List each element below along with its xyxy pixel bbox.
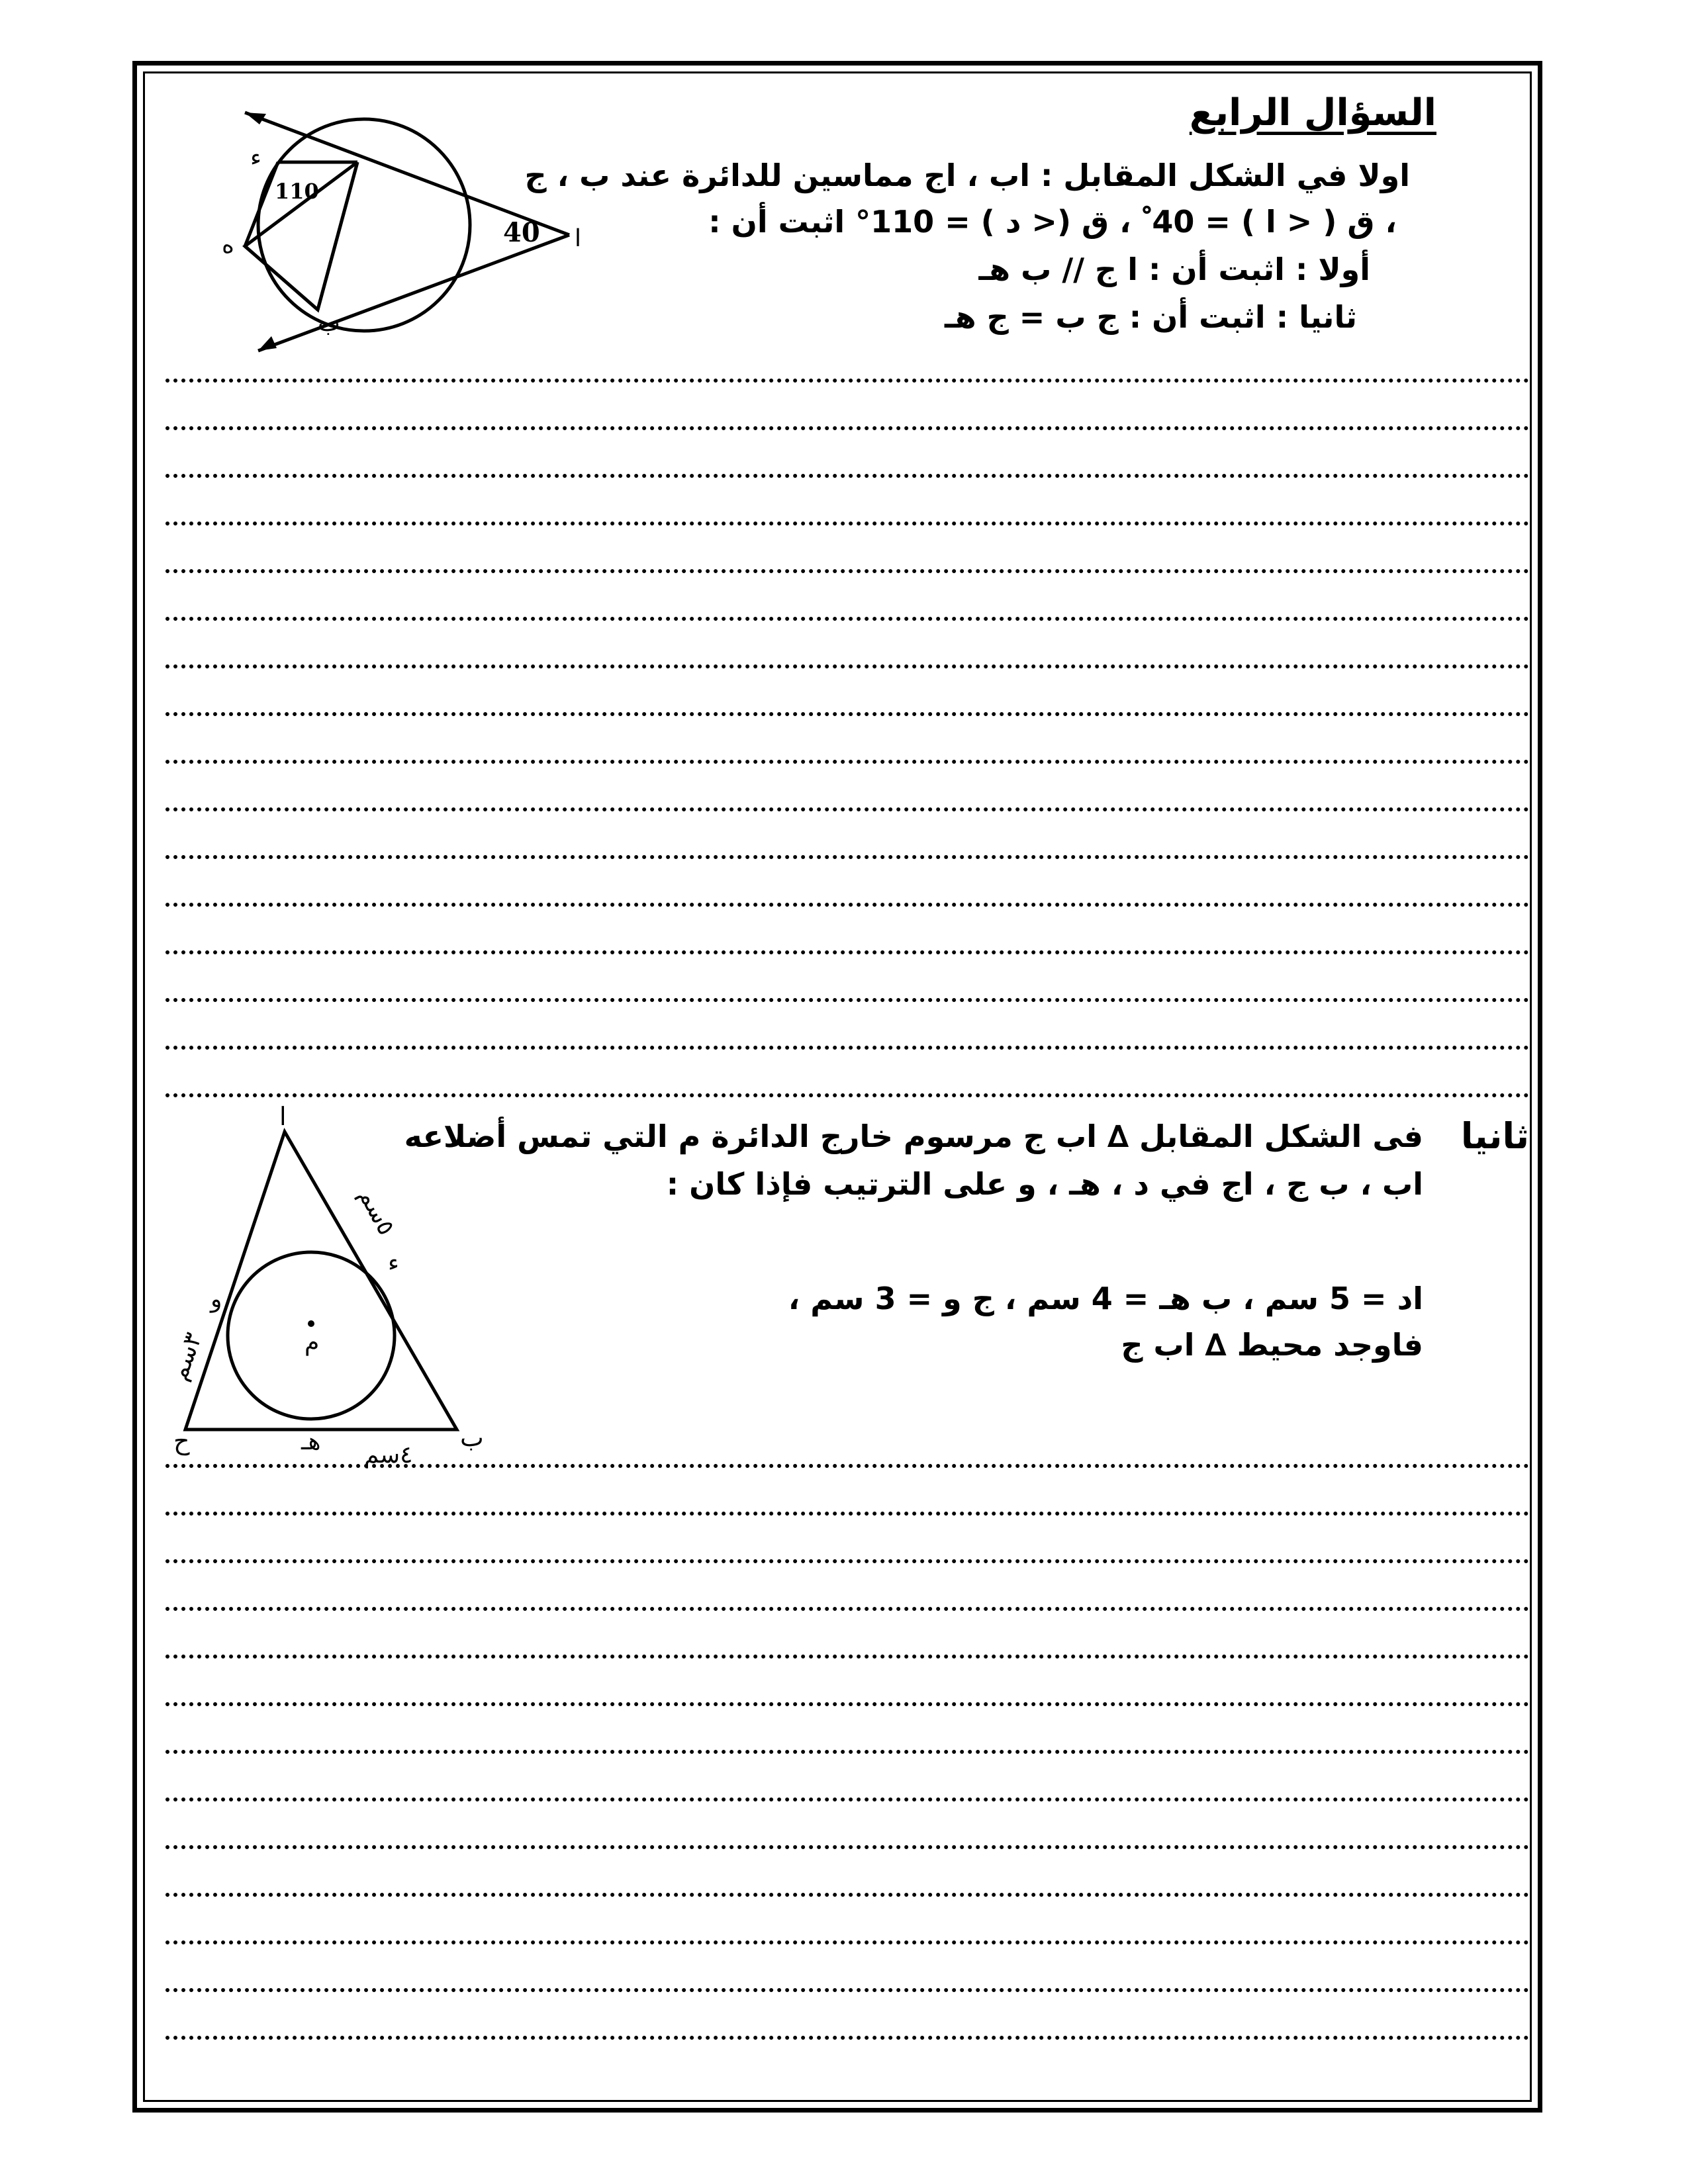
arrowhead-bottom (258, 336, 277, 351)
answer-line[interactable] (165, 1464, 1529, 1468)
part1-line-3: أولا : اثبت أن : ا ج // ب هـ (978, 251, 1370, 287)
answer-line[interactable] (165, 855, 1529, 859)
center-label: م (305, 1329, 320, 1356)
center-dot (308, 1320, 314, 1327)
answer-line[interactable] (165, 1607, 1529, 1611)
point-d-label: ء (250, 144, 261, 171)
answer-line[interactable] (165, 712, 1529, 716)
answer-line[interactable] (165, 2036, 1529, 2040)
answer-line[interactable] (165, 664, 1529, 668)
point-w-label: و (211, 1286, 222, 1313)
angle-a-label: 40 (503, 217, 540, 248)
answer-line[interactable] (165, 1559, 1529, 1563)
answer-line[interactable] (165, 1046, 1529, 1050)
answer-line[interactable] (165, 617, 1529, 621)
length-ad-label: ٥سم (353, 1184, 400, 1240)
incircle-triangle-figure (165, 1102, 510, 1469)
answer-line[interactable] (165, 1655, 1529, 1659)
length-cw-label: ٣سم (165, 1329, 208, 1385)
triangle-abc (185, 1132, 457, 1430)
answer-line[interactable] (165, 569, 1529, 573)
chord-cb (318, 162, 357, 310)
part2-line-1: فى الشكل المقابل ∆ اب ج مرسوم خارج الدائرة م التي تمس أضلاعه (404, 1118, 1423, 1154)
length-bh-label: ٤سم (364, 1441, 413, 1469)
answer-line[interactable] (165, 903, 1529, 907)
point-b-label: ب (460, 1423, 484, 1452)
part1-line-1: اولا في الشكل المقابل : اب ، اج مماسين للدائرة عند ب ، ج (524, 158, 1410, 193)
point-h-label: ه (222, 232, 234, 259)
answer-line[interactable] (165, 760, 1529, 764)
answer-line[interactable] (165, 1512, 1529, 1516)
point-a-label: ا (279, 1102, 287, 1131)
circle (258, 119, 470, 331)
part1-line-2: ، ق ( < ا ) = 40 ْ ، ق (< د ) = 110° اثبت أن : (708, 204, 1397, 240)
answer-line[interactable] (165, 807, 1529, 811)
tangent-ac (258, 235, 569, 351)
answer-line[interactable] (165, 522, 1529, 525)
answer-line[interactable] (165, 1702, 1529, 1706)
answer-line[interactable] (165, 379, 1529, 383)
part2-line-3: اد = 5 سم ، ب هـ = 4 سم ، ج و = 3 سم ، (788, 1281, 1423, 1316)
part2-line-4: فاوجد محيط ∆ اب ج (1121, 1327, 1423, 1363)
answer-line[interactable] (165, 1093, 1529, 1097)
part2-label: ثانيا (1460, 1115, 1529, 1157)
point-h-label: هـ (301, 1428, 321, 1455)
chord-eb (245, 246, 318, 310)
arrowhead-top (245, 113, 266, 124)
angle-d-label: 110 (275, 179, 319, 204)
answer-line[interactable] (165, 1845, 1529, 1849)
answer-line[interactable] (165, 474, 1529, 478)
point-a-label: ا (575, 225, 582, 252)
answer-line[interactable] (165, 1893, 1529, 1897)
question-title: السؤال الرابع (1189, 91, 1436, 134)
point-d-label: ء (388, 1250, 399, 1277)
tangent-circle-figure (222, 99, 596, 364)
answer-line[interactable] (165, 998, 1529, 1002)
answer-line[interactable] (165, 1797, 1529, 1801)
answer-line[interactable] (165, 1988, 1529, 1992)
answer-line[interactable] (165, 426, 1529, 430)
answer-line[interactable] (165, 950, 1529, 954)
answer-line[interactable] (165, 1750, 1529, 1754)
point-c-label: ح (173, 1426, 190, 1455)
part2-line-2: اب ، ب ج ، اج في د ، هـ ، و على الترتيب فإذا كان : (666, 1166, 1423, 1202)
part1-line-4: ثانيا : اثبت أن : ج ب = ج هـ (944, 299, 1357, 335)
point-b-label: ب (318, 310, 340, 337)
answer-line[interactable] (165, 1940, 1529, 1944)
